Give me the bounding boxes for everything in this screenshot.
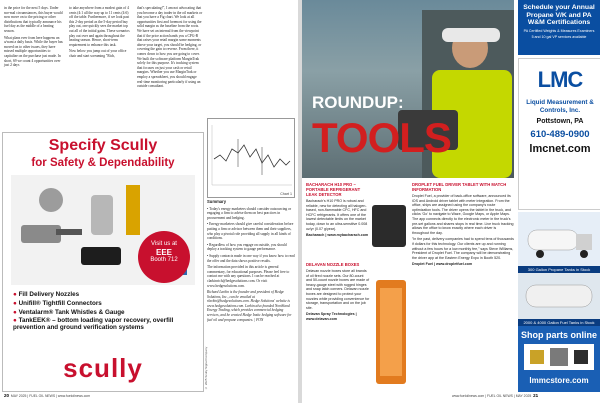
- storage-tank: [526, 285, 592, 307]
- nozzle-box-tray: [380, 288, 402, 376]
- truck-wheel: [580, 250, 588, 258]
- product-item: ● Ventalarm® Tank Whistles & Gauge: [13, 309, 125, 316]
- article-title: BACHARACH H10 PRO – PORTABLE REFRIGERANT LEAK DETECTOR: [306, 182, 361, 197]
- article-column-2: [69, 6, 133, 61]
- summary-item: • Regardless of how you engage on outside, you should deploy a tracking system to gauge performance.: [207, 242, 287, 252]
- tank-store-ad[interactable]: [518, 212, 600, 392]
- badge-line: EEE: [155, 248, 172, 257]
- lmc-logo: LMC: [537, 67, 583, 92]
- article-title: DELAVAN NOZZLE BOXES: [306, 262, 360, 267]
- lmc-city: Pottstown, PA: [536, 118, 584, 125]
- lmc-phone[interactable]: 610-489-0900: [530, 129, 590, 140]
- nozzle-box-image: [374, 280, 408, 384]
- paragraph: that's speculating!", I am not advocating that you become a day trader in the oil markets or that you have a Fig chart. We look at all opportunities first and foremost for using the solid margin as the baseline from the roots. We have set an internal from the viewpoint that if the price action hands you a CPG-B that raises your retail margin some moments above your target, you should be hedging, or covering the gain to reverse. From there, it comes down to how you are going to cover. We built the software platform MarginTrak solely for this purpose. It's tracking system that focuses on just your cash or retail margins. Whether you use MarginTrak or employ a spreadsheet, you should engage real-time monitoring particularly if using an outside consultant.: [137, 6, 203, 89]
- issue-date: MAY 2025: [10, 394, 27, 398]
- paragraph: in the price for the next 5 days. Under nor-mal circumstances, this buyer would now move on to the pricing or other distributions that typically announce his fuel day as the middle of a heating season.: [4, 6, 63, 33]
- chart-price-line: [214, 145, 290, 167]
- article-contact[interactable]: Droplet Fuel | www.dropletfuel.com: [412, 262, 473, 267]
- certification-ad[interactable]: [518, 0, 600, 55]
- lmc-company-name: Liquid Measurement & Controls, Inc.: [526, 99, 594, 114]
- author-bio: Richard Larkin is the founder and president of Hedge Solutions, Inc., can be emailed at rlarkin@hedgesolutions.com. Hedge Solutions' website is www.hedgesolutions.com. Larkin also founded Northland Energy Trading, which provides commercial hedging services, and he created Hedge Instic hedging software for fuel oil and propane companies. | FON: [207, 290, 292, 322]
- summary-item: • Today's energy marketers should consider outsourcing or engaging a firm to advise them on best practices in procurement and hedging.: [207, 206, 292, 220]
- right-page: [302, 0, 600, 403]
- right-footer: www.fueloilnews.com | FUEL OIL NEWS | MAY 2025 21: [452, 393, 539, 398]
- tank-caption: 2000 & 4000 Gallon Fuel Tanks in Stock: [518, 319, 600, 326]
- summary-item: • Supply contracts made in one way if you know how to read the offer and the data shows positive results.: [207, 253, 295, 263]
- page-number: 20: [4, 393, 10, 398]
- banner-roundup: ROUNDUP:: [312, 93, 404, 112]
- nozzle-product: [21, 225, 61, 243]
- article-body: Bacharach's H10 PRO is robust and reliable, new for detecting all halogen-based, non-flammable CFC, HFC and HCFC refrigerants. It offers one of the lowest detectable limits on the market today, down to an ultra-sensitive 0.008 oz/yr (0.07 g/year).: [306, 199, 368, 231]
- tank-caption: 300 Gallon Propane Tanks in Stock: [518, 266, 600, 273]
- scully-product-list: [13, 290, 193, 332]
- article-contact[interactable]: Bacharach | www.mybacharach.com: [306, 233, 369, 238]
- part-gauge: [574, 350, 588, 364]
- issue-date: MAY 2025: [515, 394, 532, 398]
- tank-body: [528, 230, 578, 250]
- propane-truck-image: [518, 212, 600, 266]
- parts-image: [518, 340, 600, 374]
- store-website[interactable]: lmmcstore.com: [529, 376, 589, 385]
- badge-line: Booth 712: [150, 257, 178, 263]
- price-chart-svg: [208, 119, 294, 189]
- gauge-product: [81, 247, 121, 265]
- article-column-3: [137, 6, 204, 91]
- cap-product: [39, 188, 63, 212]
- leak-detector-image: [372, 205, 406, 247]
- lmc-website[interactable]: lmcnet.com: [529, 143, 591, 155]
- certification-sub: 5 and 10 gal VP services available: [531, 35, 587, 40]
- article-title: DROPLET FUEL DRIVER TABLET WITH MATCH INFORMATION: [412, 182, 507, 192]
- part-regulator: [550, 348, 568, 366]
- article-body: "In the past, delivery companies had to spend tens of thousands if dollars for this technology. Our clients are up and running without a few hours for a low monthly fee," says Steve Williams, President of Droplet Fuel. The company will be demonstrating the driver app at the Eastern Energy Expo in Booth 520.: [412, 237, 514, 260]
- publication-name: FUEL OIL NEWS: [487, 394, 513, 398]
- badge-line: Visit us at: [151, 241, 177, 247]
- website: www.fueloilnews.com: [452, 394, 485, 398]
- price-chart: [207, 118, 295, 198]
- certification-headline: Schedule your Annual Propane V/K and PA W&M Certifications: [523, 4, 595, 27]
- chart-caption: Chart 1: [280, 192, 292, 196]
- page-number: 21: [533, 393, 539, 398]
- summary-item: • Energy marketers should give careful consideration before putting a firm or advisor between them and their suppliers, who play a pivotal role providing all supply in all kinds of conditions.: [207, 222, 294, 241]
- part-valve: [530, 350, 544, 364]
- scully-logo: scully: [63, 353, 143, 383]
- scully-ad[interactable]: [2, 132, 204, 392]
- article-column-1: [4, 6, 64, 70]
- info-text: The information provided in this article is general commentary, for educational purposes. Please feel free to contact me with any questions. I can be reached at clarkinrich@hedgesolutions.com. Or visit www.hedgesolutions.com.: [207, 265, 290, 288]
- left-footer: 20 MAY 2025 | FUEL OIL NEWS | www.fueloilnews.com: [4, 393, 91, 398]
- roundup-banner: [302, 0, 514, 178]
- paragraph: Now below you jump out of your office chair and start screaming "Rich,: [69, 49, 127, 58]
- scully-headline: Specify Scully: [48, 137, 158, 154]
- lmc-ad[interactable]: [518, 58, 600, 210]
- whistle-product: [91, 195, 113, 235]
- storage-tank-image: [518, 273, 600, 319]
- ad-copyright: © 2025 Scully Signal Company: [204, 346, 208, 390]
- product-item: ● Fill Delivery Nozzles: [13, 291, 80, 298]
- article-delavan: [306, 262, 370, 324]
- article-droplet: [412, 182, 514, 269]
- connector-product: [126, 185, 140, 235]
- left-page: [0, 0, 298, 403]
- product-item: ● TankEEK® – bottom loading vapor recovery, overfill prevention and ground verification systems: [13, 317, 174, 332]
- trade-show-badge: [138, 231, 190, 283]
- paragraph: to take anywhere from a modest gain of 4 cents (4:1 all the way up to 11 cents (4:6) off the table. Furthermore, if we look past this 2-day period as the 5-day period buy play out, one quickly sees the market top out all of the initial gains. These scenarios play out over and again throughout the heating season. Hence, short-term requirement to enhance this task.: [69, 6, 130, 47]
- shop-headline: Shop parts online: [520, 330, 597, 340]
- banner-tools: TOOLS: [312, 114, 451, 161]
- certification-sub: PA Certified Weights & Measures Examiners: [523, 28, 595, 33]
- article-body: Droplet Fuel, a provider of back-office software, announced its iOS and Android driver tablet with meter integration. From the office, ships are assigned using the company's route optimization tools. The driver opens the tablet in the truck, and clicks 'Go' to navigate to Waze, Google Maps, or Apple Maps. The app connects directly to the electronic meter in the truck's pre-set gallons and shares stops in real time. Live truck tracking allows the office to know exactly where each driver is throughout the day.: [412, 194, 514, 235]
- publication-name: FUEL OIL NEWS: [29, 394, 56, 398]
- article-body: Delavan nozzle boxes store all brands of oil fired nozzle sets. Our 80-count and 50-count nozzle boxes are made of heavy-gauge steel with rugged hinges and snap latch corners. Delavan nozzle boxes are designed to protect your nozzles while providing convenience for storage, transportation and on the job site.: [306, 269, 370, 310]
- article-contact[interactable]: Delavan Spray Technologies | www.delavan.com: [306, 312, 357, 321]
- truck-wheel: [536, 250, 544, 258]
- scully-subheadline: for Safety & Dependability: [31, 157, 175, 169]
- hard-hat: [442, 28, 500, 42]
- summary-title: Summary: [207, 199, 227, 204]
- paragraph: What plans ever from here happens on a/want a daily basis. While the buyer has moved on to other issues, they have missed multiple opportunities to capitalize on the purchase just made. In short, 69 we count 4 opportunities over just 2 days: [4, 35, 63, 68]
- summary-section: [207, 200, 295, 324]
- truck-cab: [576, 234, 592, 250]
- product-item: ● Unifill® Tightfill Connectors: [13, 300, 102, 307]
- article-bacharach: [306, 182, 370, 240]
- nozzle-spout: [56, 229, 82, 235]
- website: www.fueloilnews.com: [57, 394, 91, 398]
- ad-sidebar: [518, 0, 600, 392]
